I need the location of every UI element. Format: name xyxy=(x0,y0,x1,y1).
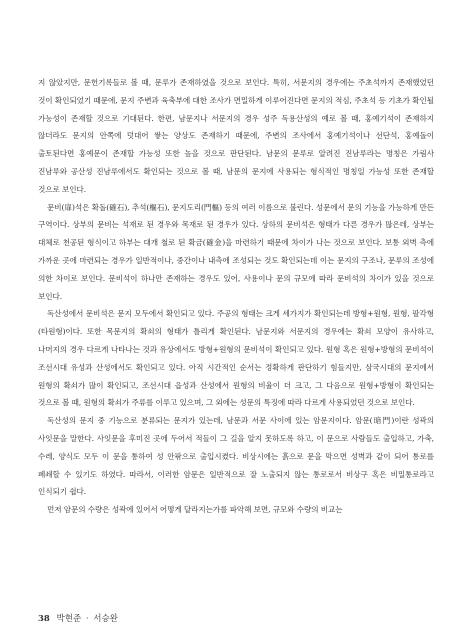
author-separator: · xyxy=(85,614,89,624)
page-number: 38 xyxy=(38,614,50,624)
author-name: 박현준 xyxy=(56,614,82,624)
page-footer xyxy=(38,612,118,624)
paragraph-secret-gate-count: 먼저 암문의 수량은 성곽에 있어서 어떻게 달라지는가를 파악해 보면, 규모와 수량의 비교는 xyxy=(47,505,343,515)
paragraph-door-pivot-stone: 문비(扉)석은 확돌(確石), 추석(樞石), 문지도리(門樞) 등의 여러 이름으로 불린다. 성문에서 문의 기능을 가능하게 만든 구역이다. 상부의 문비는 석재로 된 경우와 목재로 된 경우가 있다. 상하의 문비석은 형태가 다른 경우가 많은데, 상부는 대체로 천공된 형식이고 하부는 대개 철로 된 확금(確金)을 마련하기 때문에 차이가 나는 것으로 보인다. 보통 외벽 측에 가까운 곳에 마련되는 경우가 일반적이나, 중간이나 내측에 조성되는 것도 확인되는데 이는 문지의 구조나, 문루의 조성에 의한 차이로 보인다. 문비석이 하나만 존재하는 경우도 있어, 사용이나 문의 규모에 따라 문비석의 차이가 있을 것으로 보인다. xyxy=(38,202,434,301)
paragraph-secret-gate: 독산성의 문지 중 기능으로 분류되는 문지가 있는데, 남문과 서문 사이에 있는 암문지이다. 암문(暗門)이란 성곽의 사잇문을 말한다. 사잇문을 후미진 곳에 두어서 적들이 그 길을 알지 못하도록 하고, 이 문으로 사람들도 출입하고, 가축, 수레, 양식도 모두 이 문을 통하여 성 안팎으로 출입시켰다. 비상시에는 흙으로 문을 막으면 성벽과 같이 되어 통로를 폐쇄할 수 있기도 하였다. 따라서, 이러한 암문은 일반적으로 잘 노출되지 않는 통로로서 비상구 혹은 비밀통로라고 인식되기 쉽다. xyxy=(38,416,434,497)
paragraph-doksanseong-pivot: 독산성에서 문비석은 문지 모두에서 확인되고 있다. 주공의 형태는 크게 세가지가 확인되는데 방형+원형, 원형, 팔각형(타원형)이다. 또한 목문지의 확쇠의 형태가 틀리게 확인된다. 남문지와 서문지의 경우에는 확쇠 모양이 유사하고, 나머지의 경우 다르게 나타나는 것과 유상에서도 방형+원형의 문비석이 확인되고 있다. 원형 혹은 원형+방형의 문비석이 조선시대 유성과 산성에서도 확인되고 있다. 아직 시간적인 순서는 정확하게 판단하기 힘들지만, 삼국시대의 문지에서 원형의 확쇠가 많이 확인되고, 조선시대 읍성과 산성에서 원형의 비율이 더 크고, 그 다음으로 원형+방형이 확인되는 것으로 볼 때, 원형의 확쇠가 주류를 이루고 있으며, 그 외에는 성문의 특징에 따라 다르게 사용되었던 것으로 보인다. xyxy=(38,309,434,408)
paragraph-gate-tower: 지 않았지만, 문헌기록들로 볼 때, 문루가 존재하였을 것으로 보인다. 특히, 서문지의 경우에는 주초석까지 존재했었던 것이 확인되었기 때문에, 문지 주변과 육축부에 대한 조사가 면밀하게 이루어진다면 문지의 적심, 주초석 등 기초가 확인될 가능성이 존재할 것으로 기대된다. 한편, 남문지나 서문지의 경우 성주 독용산성의 예로 볼 때, 홍예기석이 존재하지 않더라도 문지의 안쪽에 덧대어 쌓는 양상도 존재하기 때문에, 주변의 조사에서 홍예기석이나 선단석, 홍예돌이 출토된다면 홍예문이 존재할 가능성 또한 높을 것으로 판단된다. 남문의 문루로 알려진 진남루라는 명칭은 가림사 진남루와 공산성 진남루에서도 확인되는 것으로 볼 때, 남문의 문지에 사용되는 형식적인 명칭일 가능성 또한 존재할 것으로 보인다. xyxy=(38,78,434,194)
coauthor-name: 서승완 xyxy=(93,614,118,624)
article-body xyxy=(38,74,434,519)
